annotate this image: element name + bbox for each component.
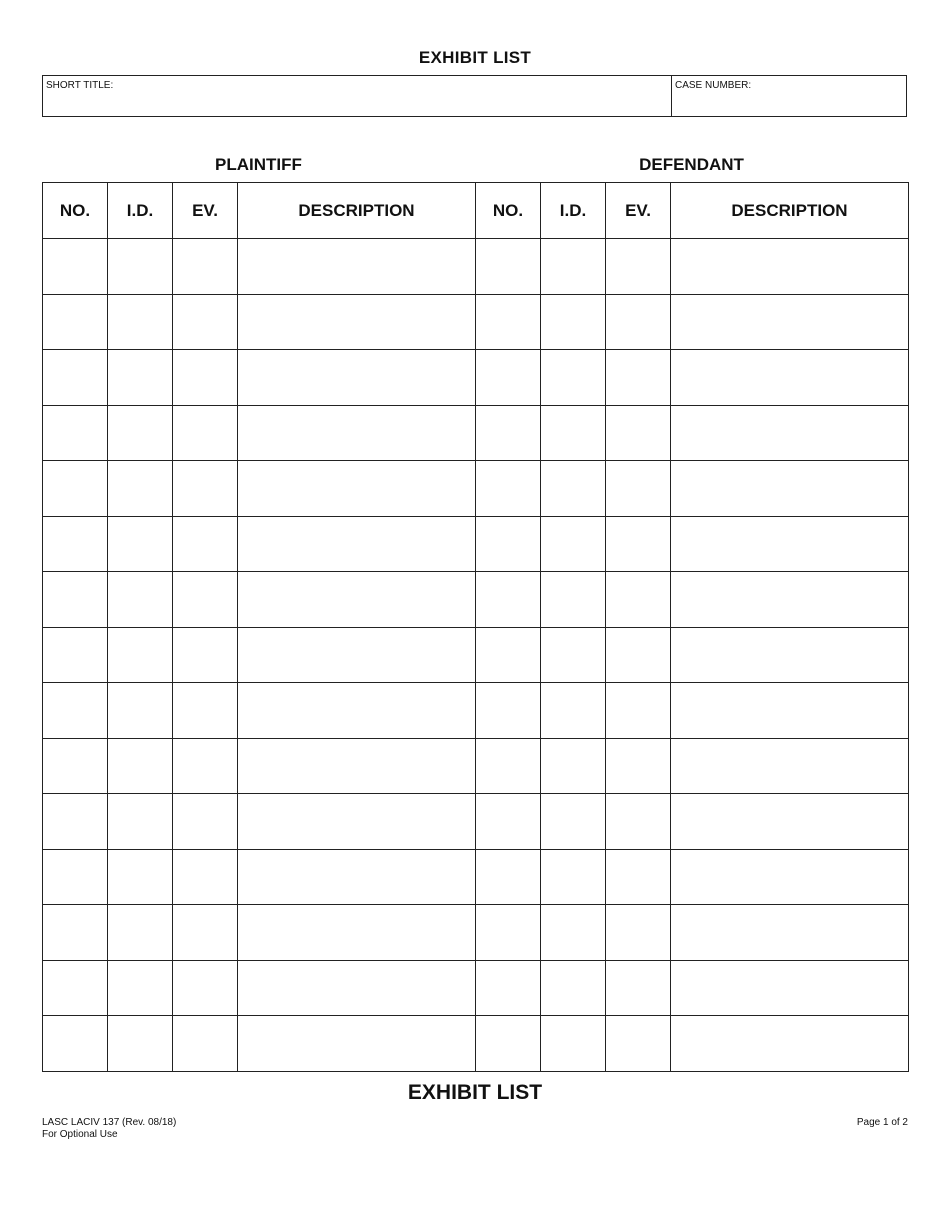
- plaintiff-description-cell[interactable]: [238, 738, 476, 794]
- table-header-row: [43, 183, 909, 239]
- plaintiff-description-cell[interactable]: [238, 405, 476, 461]
- defendant-ev-cell[interactable]: [606, 683, 671, 739]
- plaintiff-no-cell[interactable]: [43, 905, 108, 961]
- plaintiff-no-cell[interactable]: [43, 683, 108, 739]
- defendant-ev-cell[interactable]: [606, 738, 671, 794]
- plaintiff-ev-cell[interactable]: [173, 1016, 238, 1072]
- plaintiff-description-cell[interactable]: [238, 627, 476, 683]
- plaintiff-ev-header: EV.: [173, 183, 238, 239]
- plaintiff-ev-cell[interactable]: [173, 239, 238, 295]
- exhibit-table: [42, 182, 909, 1072]
- defendant-id-cell[interactable]: [541, 794, 606, 850]
- defendant-no-cell[interactable]: [476, 627, 541, 683]
- defendant-id-cell[interactable]: [541, 627, 606, 683]
- defendant-no-cell[interactable]: [476, 1016, 541, 1072]
- plaintiff-description-cell[interactable]: [238, 960, 476, 1016]
- plaintiff-id-cell[interactable]: [108, 294, 173, 350]
- defendant-id-cell[interactable]: [541, 738, 606, 794]
- defendant-ev-cell[interactable]: [606, 905, 671, 961]
- defendant-description-cell[interactable]: [671, 294, 909, 350]
- defendant-description-cell[interactable]: [671, 405, 909, 461]
- plaintiff-ev-cell[interactable]: [173, 794, 238, 850]
- defendant-description-cell[interactable]: [671, 960, 909, 1016]
- plaintiff-no-cell[interactable]: [43, 627, 108, 683]
- defendant-ev-cell[interactable]: [606, 849, 671, 905]
- plaintiff-id-cell[interactable]: [108, 849, 173, 905]
- table-row: [43, 294, 909, 350]
- defendant-ev-cell[interactable]: [606, 794, 671, 850]
- defendant-id-cell[interactable]: [541, 405, 606, 461]
- plaintiff-ev-cell[interactable]: [173, 350, 238, 406]
- plaintiff-id-cell[interactable]: [108, 627, 173, 683]
- plaintiff-id-cell[interactable]: [108, 1016, 173, 1072]
- defendant-id-cell[interactable]: [541, 294, 606, 350]
- plaintiff-ev-cell[interactable]: [173, 905, 238, 961]
- plaintiff-no-cell[interactable]: [43, 405, 108, 461]
- plaintiff-no-cell[interactable]: [43, 572, 108, 628]
- plaintiff-ev-cell[interactable]: [173, 405, 238, 461]
- defendant-ev-cell[interactable]: [606, 627, 671, 683]
- defendant-no-cell[interactable]: [476, 794, 541, 850]
- defendant-id-cell[interactable]: [541, 239, 606, 295]
- plaintiff-ev-cell[interactable]: [173, 849, 238, 905]
- plaintiff-description-cell[interactable]: [238, 516, 476, 572]
- defendant-no-cell[interactable]: [476, 960, 541, 1016]
- defendant-ev-header: EV.: [606, 183, 671, 239]
- table-row: [43, 794, 909, 850]
- table-row: [43, 572, 909, 628]
- defendant-ev-cell[interactable]: [606, 239, 671, 295]
- defendant-section-label: DEFENDANT: [639, 155, 744, 174]
- defendant-no-cell[interactable]: [476, 572, 541, 628]
- plaintiff-id-cell[interactable]: [108, 572, 173, 628]
- table-row: [43, 350, 909, 406]
- plaintiff-ev-cell[interactable]: [173, 461, 238, 517]
- plaintiff-no-cell[interactable]: [43, 461, 108, 517]
- plaintiff-id-cell[interactable]: [108, 905, 173, 961]
- form-title: EXHIBIT LIST: [418, 48, 532, 67]
- table-row: [43, 461, 909, 517]
- table-row: [43, 738, 909, 794]
- plaintiff-description-cell[interactable]: [238, 1016, 476, 1072]
- plaintiff-ev-cell[interactable]: [173, 627, 238, 683]
- defendant-description-cell[interactable]: [671, 516, 909, 572]
- plaintiff-id-cell[interactable]: [108, 683, 173, 739]
- defendant-description-cell[interactable]: [671, 350, 909, 406]
- defendant-description-cell[interactable]: [671, 461, 909, 517]
- table-row: [43, 960, 909, 1016]
- defendant-no-cell[interactable]: [476, 239, 541, 295]
- defendant-ev-cell[interactable]: [606, 516, 671, 572]
- defendant-no-cell[interactable]: [476, 683, 541, 739]
- table-row: [43, 516, 909, 572]
- defendant-description-cell[interactable]: [671, 572, 909, 628]
- plaintiff-ev-cell[interactable]: [173, 516, 238, 572]
- plaintiff-id-header: I.D.: [108, 183, 173, 239]
- plaintiff-description-cell[interactable]: [238, 294, 476, 350]
- table-row: [43, 905, 909, 961]
- plaintiff-description-cell[interactable]: [238, 849, 476, 905]
- plaintiff-description-cell[interactable]: [238, 461, 476, 517]
- plaintiff-id-cell[interactable]: [108, 405, 173, 461]
- plaintiff-ev-cell[interactable]: [173, 294, 238, 350]
- defendant-no-cell[interactable]: [476, 461, 541, 517]
- plaintiff-description-cell[interactable]: [238, 239, 476, 295]
- table-row: [43, 627, 909, 683]
- defendant-id-header: I.D.: [541, 183, 606, 239]
- defendant-no-cell[interactable]: [476, 738, 541, 794]
- defendant-no-cell[interactable]: [476, 516, 541, 572]
- defendant-description-cell[interactable]: [671, 905, 909, 961]
- defendant-ev-cell[interactable]: [606, 405, 671, 461]
- plaintiff-ev-cell[interactable]: [173, 683, 238, 739]
- defendant-description-cell[interactable]: [671, 849, 909, 905]
- plaintiff-no-header: NO.: [43, 183, 108, 239]
- plaintiff-no-cell[interactable]: [43, 794, 108, 850]
- plaintiff-ev-cell[interactable]: [173, 738, 238, 794]
- defendant-description-cell[interactable]: [671, 683, 909, 739]
- form-bottom-title: EXHIBIT LIST: [407, 1081, 543, 1104]
- plaintiff-id-cell[interactable]: [108, 239, 173, 295]
- case-divider: [671, 76, 672, 116]
- defendant-no-header: NO.: [476, 183, 541, 239]
- defendant-no-cell[interactable]: [476, 405, 541, 461]
- header-box: [42, 75, 907, 117]
- plaintiff-id-cell[interactable]: [108, 461, 173, 517]
- defendant-description-cell[interactable]: [671, 239, 909, 295]
- plaintiff-description-cell[interactable]: [238, 794, 476, 850]
- defendant-ev-cell[interactable]: [606, 1016, 671, 1072]
- table-row: [43, 849, 909, 905]
- plaintiff-no-cell[interactable]: [43, 294, 108, 350]
- usage-note: For Optional Use: [42, 1129, 118, 1140]
- defendant-ev-cell[interactable]: [606, 572, 671, 628]
- plaintiff-id-cell[interactable]: [108, 738, 173, 794]
- case-number-label: CASE NUMBER:: [675, 80, 752, 91]
- defendant-no-cell[interactable]: [476, 350, 541, 406]
- defendant-ev-cell[interactable]: [606, 294, 671, 350]
- defendant-no-cell[interactable]: [476, 905, 541, 961]
- table-row: [43, 683, 909, 739]
- plaintiff-description-cell[interactable]: [238, 350, 476, 406]
- plaintiff-description-cell[interactable]: [238, 572, 476, 628]
- exhibit-table-body: [43, 239, 909, 1072]
- defendant-description-cell[interactable]: [671, 738, 909, 794]
- defendant-ev-cell[interactable]: [606, 960, 671, 1016]
- plaintiff-no-cell[interactable]: [43, 239, 108, 295]
- plaintiff-no-cell[interactable]: [43, 849, 108, 905]
- defendant-id-cell[interactable]: [541, 683, 606, 739]
- defendant-ev-cell[interactable]: [606, 350, 671, 406]
- defendant-description-cell[interactable]: [671, 1016, 909, 1072]
- table-row: [43, 1016, 909, 1072]
- plaintiff-description-header: DESCRIPTION: [238, 183, 476, 239]
- defendant-id-cell[interactable]: [541, 905, 606, 961]
- plaintiff-no-cell[interactable]: [43, 738, 108, 794]
- plaintiff-description-cell[interactable]: [238, 683, 476, 739]
- plaintiff-ev-cell[interactable]: [173, 960, 238, 1016]
- plaintiff-ev-cell[interactable]: [173, 572, 238, 628]
- defendant-no-cell[interactable]: [476, 849, 541, 905]
- plaintiff-no-cell[interactable]: [43, 1016, 108, 1072]
- defendant-id-cell[interactable]: [541, 849, 606, 905]
- defendant-id-cell[interactable]: [541, 461, 606, 517]
- plaintiff-id-cell[interactable]: [108, 350, 173, 406]
- plaintiff-no-cell[interactable]: [43, 516, 108, 572]
- plaintiff-id-cell[interactable]: [108, 516, 173, 572]
- footer-form-info: [42, 1117, 176, 1141]
- plaintiff-id-cell[interactable]: [108, 960, 173, 1016]
- defendant-id-cell[interactable]: [541, 350, 606, 406]
- page-indicator: Page 1 of 2: [856, 1117, 908, 1128]
- defendant-id-cell[interactable]: [541, 572, 606, 628]
- defendant-id-cell[interactable]: [541, 960, 606, 1016]
- plaintiff-no-cell[interactable]: [43, 350, 108, 406]
- short-title-label: SHORT TITLE:: [46, 80, 114, 91]
- defendant-ev-cell[interactable]: [606, 461, 671, 517]
- defendant-no-cell[interactable]: [476, 294, 541, 350]
- plaintiff-id-cell[interactable]: [108, 794, 173, 850]
- defendant-description-header: DESCRIPTION: [671, 183, 909, 239]
- defendant-description-cell[interactable]: [671, 794, 909, 850]
- defendant-id-cell[interactable]: [541, 516, 606, 572]
- table-row: [43, 405, 909, 461]
- plaintiff-no-cell[interactable]: [43, 960, 108, 1016]
- plaintiff-section-label: PLAINTIFF: [215, 155, 302, 174]
- table-row: [43, 239, 909, 295]
- defendant-id-cell[interactable]: [541, 1016, 606, 1072]
- plaintiff-description-cell[interactable]: [238, 905, 476, 961]
- defendant-description-cell[interactable]: [671, 627, 909, 683]
- form-code: LASC LACIV 137 (Rev. 08/18): [42, 1117, 177, 1128]
